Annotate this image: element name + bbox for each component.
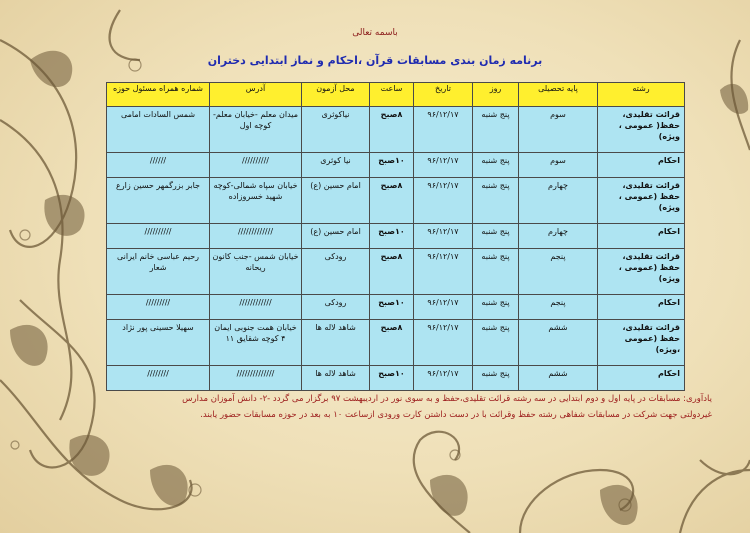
cell-major: احکام: [598, 224, 685, 249]
reminder-note: [102, 391, 712, 423]
cell-major: قرائت تقلیدی، حفظ (عمومی ،ویژه): [598, 320, 685, 366]
cell-day: پنج شنبه: [473, 295, 519, 320]
cell-grade: ششم: [519, 320, 598, 366]
table-row: [107, 366, 685, 391]
cell-contact: /////////: [107, 295, 210, 320]
cell-venue: شاهد لاله ها: [302, 320, 370, 366]
competition-schedule-table: [106, 82, 685, 391]
table-row: [107, 107, 685, 153]
cell-major: قرائت تقلیدی، حفظ (عمومی ، ویژه): [598, 178, 685, 224]
cell-address: خیابان سپاه شمالی-کوچه شهید خسروزاده: [210, 178, 302, 224]
cell-major: قرائت تقلیدی، حفظ (عمومی ، ویژه): [598, 249, 685, 295]
cell-grade: پنجم: [519, 295, 598, 320]
cell-day: پنج شنبه: [473, 249, 519, 295]
table-header-row: [107, 83, 685, 107]
cell-day: پنج شنبه: [473, 224, 519, 249]
page-title: برنامه زمان بندی مسابقات قرآن ،احکام و نماز ابتدایی دختران: [207, 54, 543, 67]
schedule-rows: [107, 107, 685, 391]
table-row: [107, 178, 685, 224]
cell-grade: سوم: [519, 107, 598, 153]
column-header-time: ساعت: [370, 83, 414, 107]
column-header-contact: شماره همراه مسئول حوزه: [107, 83, 210, 107]
cell-address: //////////////: [210, 366, 302, 391]
reminder-line-2: غیردولتی جهت شرکت در مسابقات شفاهی رشته حفظ وقرائت با در دست داشتن کارت ورودی ازساعت ۱۰ به بعد در حوزه مسابقات حضور یابند.: [200, 410, 712, 420]
cell-grade: ششم: [519, 366, 598, 391]
cell-date: ۹۶/۱۲/۱۷: [414, 366, 473, 391]
cell-date: ۹۶/۱۲/۱۷: [414, 107, 473, 153]
cell-day: پنج شنبه: [473, 366, 519, 391]
cell-time: ۸صبح: [370, 320, 414, 366]
column-header-grade: پایه تحصیلی: [519, 83, 598, 107]
cell-major: قرائت تقلیدی، حفظ( عمومی ، ویژه): [598, 107, 685, 153]
cell-address: میدان معلم -خیابان معلم- کوچه اول: [210, 107, 302, 153]
cell-time: ۱۰صبح: [370, 295, 414, 320]
cell-contact: //////: [107, 153, 210, 178]
cell-contact: سهیلا حسینی پور نژاد: [107, 320, 210, 366]
column-header-major: رشته: [598, 83, 685, 107]
cell-address: خیابان همت جنوبی ایمان ۴ کوچه شقایق ۱۱: [210, 320, 302, 366]
cell-time: ۱۰صبح: [370, 153, 414, 178]
cell-date: ۹۶/۱۲/۱۷: [414, 224, 473, 249]
cell-date: ۹۶/۱۲/۱۷: [414, 178, 473, 224]
table-row: [107, 320, 685, 366]
cell-date: ۹۶/۱۲/۱۷: [414, 249, 473, 295]
table-row: [107, 249, 685, 295]
table-row: [107, 295, 685, 320]
cell-date: ۹۶/۱۲/۱۷: [414, 320, 473, 366]
cell-venue: امام حسین (ع): [302, 178, 370, 224]
column-header-date: تاریخ: [414, 83, 473, 107]
cell-time: ۸صبح: [370, 107, 414, 153]
cell-time: ۸صبح: [370, 249, 414, 295]
cell-venue: نیا کوثری: [302, 153, 370, 178]
cell-grade: پنجم: [519, 249, 598, 295]
cell-contact: //////////: [107, 224, 210, 249]
cell-day: پنج شنبه: [473, 178, 519, 224]
cell-time: ۸صبح: [370, 178, 414, 224]
cell-venue: شاهد لاله ها: [302, 366, 370, 391]
cell-grade: چهارم: [519, 178, 598, 224]
cell-time: ۱۰صبح: [370, 224, 414, 249]
column-header-address: آدرس: [210, 83, 302, 107]
cell-venue: رودکی: [302, 249, 370, 295]
cell-major: احکام: [598, 153, 685, 178]
cell-address: خیابان شمس -جنب کانون ریحانه: [210, 249, 302, 295]
cell-grade: سوم: [519, 153, 598, 178]
cell-date: ۹۶/۱۲/۱۷: [414, 153, 473, 178]
column-header-day: روز: [473, 83, 519, 107]
table-row: [107, 224, 685, 249]
cell-address: /////////////: [210, 224, 302, 249]
cell-day: پنج شنبه: [473, 320, 519, 366]
column-header-venue: محل آزمون: [302, 83, 370, 107]
cell-contact: ////////: [107, 366, 210, 391]
cell-venue: نیاکوثری: [302, 107, 370, 153]
cell-grade: چهارم: [519, 224, 598, 249]
reminder-line-1: یادآوری: مسابقات در پایه اول و دوم ابتدایی در سه رشته قرائت تقلیدی،حفظ و به سوی نور در اردیبهشت ۹۷ برگزار می گردد -۲- دانش آموزان مدارس: [182, 394, 712, 404]
cell-time: ۱۰صبح: [370, 366, 414, 391]
cell-major: احکام: [598, 366, 685, 391]
cell-address: ////////////: [210, 295, 302, 320]
cell-contact: جابر بزرگمهر حسین زارع: [107, 178, 210, 224]
cell-venue: رودکی: [302, 295, 370, 320]
cell-contact: شمس السادات امامی: [107, 107, 210, 153]
cell-day: پنج شنبه: [473, 107, 519, 153]
cell-address: //////////: [210, 153, 302, 178]
cell-major: احکام: [598, 295, 685, 320]
table-row: [107, 153, 685, 178]
bismillah-heading: باسمه تعالی: [352, 28, 398, 38]
cell-day: پنج شنبه: [473, 153, 519, 178]
cell-date: ۹۶/۱۲/۱۷: [414, 295, 473, 320]
cell-venue: امام حسین (ع): [302, 224, 370, 249]
cell-contact: رحیم عباسی خانم ایرانی شعار: [107, 249, 210, 295]
